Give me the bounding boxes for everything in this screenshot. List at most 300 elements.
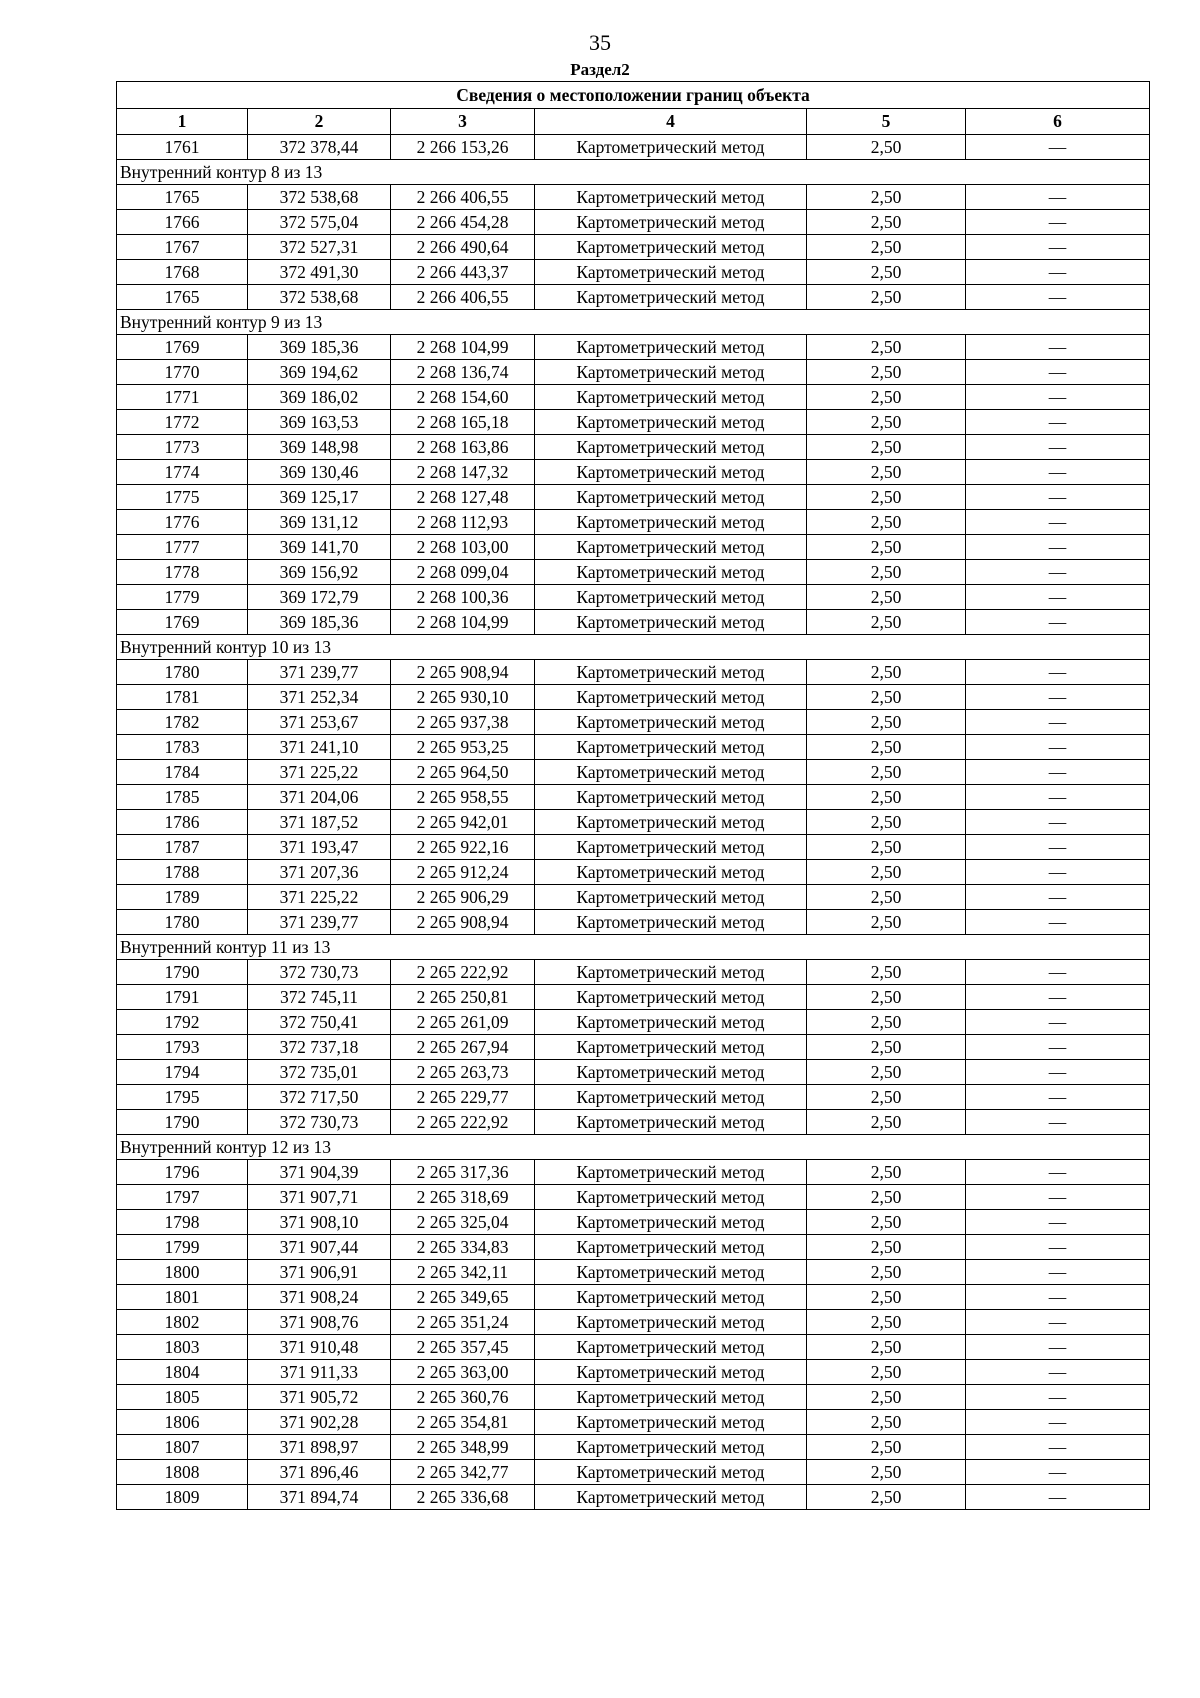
description: — xyxy=(966,1060,1150,1085)
accuracy: 2,50 xyxy=(807,810,966,835)
description: — xyxy=(966,535,1150,560)
table-row xyxy=(117,210,1150,235)
point-number: 1766 xyxy=(117,210,248,235)
accuracy: 2,50 xyxy=(807,185,966,210)
table-row xyxy=(117,560,1150,585)
description: — xyxy=(966,385,1150,410)
section-title: Раздел2 xyxy=(570,60,630,79)
accuracy: 2,50 xyxy=(807,710,966,735)
table-row xyxy=(117,1060,1150,1085)
x-coordinate: 371 187,52 xyxy=(248,810,391,835)
description: — xyxy=(966,1160,1150,1185)
description: — xyxy=(966,1235,1150,1260)
description: — xyxy=(966,1435,1150,1460)
accuracy: 2,50 xyxy=(807,1235,966,1260)
x-coordinate: 369 131,12 xyxy=(248,510,391,535)
description: — xyxy=(966,985,1150,1010)
y-coordinate: 2 268 165,18 xyxy=(391,410,535,435)
method: Картометрический метод xyxy=(535,435,807,460)
description: — xyxy=(966,835,1150,860)
point-number: 1800 xyxy=(117,1260,248,1285)
y-coordinate: 2 265 922,16 xyxy=(391,835,535,860)
description: — xyxy=(966,410,1150,435)
method: Картометрический метод xyxy=(535,1285,807,1310)
accuracy: 2,50 xyxy=(807,135,966,160)
accuracy: 2,50 xyxy=(807,1285,966,1310)
y-coordinate: 2 265 267,94 xyxy=(391,1035,535,1060)
table-row xyxy=(117,235,1150,260)
point-number: 1807 xyxy=(117,1435,248,1460)
column-header: 4 xyxy=(535,109,807,135)
accuracy: 2,50 xyxy=(807,1210,966,1235)
x-coordinate: 372 527,31 xyxy=(248,235,391,260)
table-row xyxy=(117,960,1150,985)
table-row xyxy=(117,610,1150,635)
accuracy: 2,50 xyxy=(807,1085,966,1110)
description: — xyxy=(966,1185,1150,1210)
table-row xyxy=(117,585,1150,610)
method: Картометрический метод xyxy=(535,1210,807,1235)
table-row xyxy=(117,1035,1150,1060)
table-row xyxy=(117,1335,1150,1360)
method: Картометрический метод xyxy=(535,210,807,235)
accuracy: 2,50 xyxy=(807,1485,966,1510)
method: Картометрический метод xyxy=(535,585,807,610)
table-row xyxy=(117,660,1150,685)
point-number: 1808 xyxy=(117,1460,248,1485)
description: — xyxy=(966,785,1150,810)
accuracy: 2,50 xyxy=(807,910,966,935)
y-coordinate: 2 266 490,64 xyxy=(391,235,535,260)
x-coordinate: 372 730,73 xyxy=(248,1110,391,1135)
point-number: 1791 xyxy=(117,985,248,1010)
y-coordinate: 2 265 942,01 xyxy=(391,810,535,835)
description: — xyxy=(966,460,1150,485)
point-number: 1780 xyxy=(117,660,248,685)
accuracy: 2,50 xyxy=(807,1360,966,1385)
y-coordinate: 2 265 953,25 xyxy=(391,735,535,760)
table-row xyxy=(117,785,1150,810)
description: — xyxy=(966,135,1150,160)
accuracy: 2,50 xyxy=(807,1035,966,1060)
point-number: 1801 xyxy=(117,1285,248,1310)
x-coordinate: 369 130,46 xyxy=(248,460,391,485)
x-coordinate: 371 911,33 xyxy=(248,1360,391,1385)
point-number: 1774 xyxy=(117,460,248,485)
table-row xyxy=(117,1485,1150,1510)
point-number: 1779 xyxy=(117,585,248,610)
y-coordinate: 2 266 153,26 xyxy=(391,135,535,160)
description: — xyxy=(966,1410,1150,1435)
method: Картометрический метод xyxy=(535,1260,807,1285)
point-number: 1769 xyxy=(117,610,248,635)
point-number: 1775 xyxy=(117,485,248,510)
table-row xyxy=(117,1185,1150,1210)
point-number: 1789 xyxy=(117,885,248,910)
description: — xyxy=(966,885,1150,910)
table-row xyxy=(117,685,1150,710)
point-number: 1792 xyxy=(117,1010,248,1035)
method: Картометрический метод xyxy=(535,510,807,535)
description: — xyxy=(966,1460,1150,1485)
x-coordinate: 369 194,62 xyxy=(248,360,391,385)
y-coordinate: 2 268 100,36 xyxy=(391,585,535,610)
table-row xyxy=(117,1110,1150,1135)
accuracy: 2,50 xyxy=(807,1060,966,1085)
x-coordinate: 371 902,28 xyxy=(248,1410,391,1435)
y-coordinate: 2 265 229,77 xyxy=(391,1085,535,1110)
point-number: 1806 xyxy=(117,1410,248,1435)
description: — xyxy=(966,660,1150,685)
accuracy: 2,50 xyxy=(807,435,966,460)
contour-row xyxy=(117,310,1150,335)
y-coordinate: 2 266 454,28 xyxy=(391,210,535,235)
description: — xyxy=(966,585,1150,610)
table-row xyxy=(117,410,1150,435)
table-row xyxy=(117,1260,1150,1285)
y-coordinate: 2 265 351,24 xyxy=(391,1310,535,1335)
description: — xyxy=(966,735,1150,760)
table-row xyxy=(117,1160,1150,1185)
column-header: 3 xyxy=(391,109,535,135)
point-number: 1765 xyxy=(117,185,248,210)
accuracy: 2,50 xyxy=(807,1110,966,1135)
method: Картометрический метод xyxy=(535,685,807,710)
table-row xyxy=(117,435,1150,460)
x-coordinate: 371 904,39 xyxy=(248,1160,391,1185)
table-row xyxy=(117,460,1150,485)
accuracy: 2,50 xyxy=(807,510,966,535)
accuracy: 2,50 xyxy=(807,485,966,510)
point-number: 1772 xyxy=(117,410,248,435)
accuracy: 2,50 xyxy=(807,385,966,410)
description: — xyxy=(966,1260,1150,1285)
method: Картометрический метод xyxy=(535,135,807,160)
method: Картометрический метод xyxy=(535,1460,807,1485)
description: — xyxy=(966,1485,1150,1510)
point-number: 1790 xyxy=(117,1110,248,1135)
description: — xyxy=(966,185,1150,210)
x-coordinate: 371 896,46 xyxy=(248,1460,391,1485)
x-coordinate: 371 907,44 xyxy=(248,1235,391,1260)
contour-row xyxy=(117,935,1150,960)
description: — xyxy=(966,560,1150,585)
x-coordinate: 371 898,97 xyxy=(248,1435,391,1460)
x-coordinate: 371 253,67 xyxy=(248,710,391,735)
accuracy: 2,50 xyxy=(807,960,966,985)
table-row xyxy=(117,1460,1150,1485)
accuracy: 2,50 xyxy=(807,860,966,885)
point-number: 1781 xyxy=(117,685,248,710)
table-row xyxy=(117,835,1150,860)
x-coordinate: 372 745,11 xyxy=(248,985,391,1010)
description: — xyxy=(966,285,1150,310)
table-row xyxy=(117,1410,1150,1435)
point-number: 1793 xyxy=(117,1035,248,1060)
method: Картометрический метод xyxy=(535,360,807,385)
point-number: 1790 xyxy=(117,960,248,985)
description: — xyxy=(966,810,1150,835)
accuracy: 2,50 xyxy=(807,660,966,685)
description: — xyxy=(966,910,1150,935)
point-number: 1799 xyxy=(117,1235,248,1260)
x-coordinate: 369 185,36 xyxy=(248,335,391,360)
column-header: 6 xyxy=(966,109,1150,135)
accuracy: 2,50 xyxy=(807,1435,966,1460)
x-coordinate: 371 241,10 xyxy=(248,735,391,760)
table-row xyxy=(117,135,1150,160)
method: Картометрический метод xyxy=(535,610,807,635)
method: Картометрический метод xyxy=(535,185,807,210)
y-coordinate: 2 265 912,24 xyxy=(391,860,535,885)
method: Картометрический метод xyxy=(535,485,807,510)
description: — xyxy=(966,685,1150,710)
method: Картометрический метод xyxy=(535,735,807,760)
method: Картометрический метод xyxy=(535,760,807,785)
description: — xyxy=(966,1285,1150,1310)
accuracy: 2,50 xyxy=(807,1260,966,1285)
x-coordinate: 371 908,24 xyxy=(248,1285,391,1310)
x-coordinate: 371 905,72 xyxy=(248,1385,391,1410)
table-row xyxy=(117,910,1150,935)
x-coordinate: 369 148,98 xyxy=(248,435,391,460)
y-coordinate: 2 265 334,83 xyxy=(391,1235,535,1260)
x-coordinate: 372 717,50 xyxy=(248,1085,391,1110)
table-row xyxy=(117,860,1150,885)
description: — xyxy=(966,210,1150,235)
method: Картометрический метод xyxy=(535,1160,807,1185)
x-coordinate: 369 186,02 xyxy=(248,385,391,410)
x-coordinate: 371 204,06 xyxy=(248,785,391,810)
method: Картометрический метод xyxy=(535,985,807,1010)
table-row xyxy=(117,535,1150,560)
y-coordinate: 2 265 336,68 xyxy=(391,1485,535,1510)
y-coordinate: 2 268 112,93 xyxy=(391,510,535,535)
y-coordinate: 2 268 127,48 xyxy=(391,485,535,510)
accuracy: 2,50 xyxy=(807,360,966,385)
x-coordinate: 372 730,73 xyxy=(248,960,391,985)
method: Картометрический метод xyxy=(535,410,807,435)
x-coordinate: 371 207,36 xyxy=(248,860,391,885)
description: — xyxy=(966,710,1150,735)
accuracy: 2,50 xyxy=(807,260,966,285)
y-coordinate: 2 268 104,99 xyxy=(391,335,535,360)
table-row xyxy=(117,1385,1150,1410)
table-row xyxy=(117,185,1150,210)
x-coordinate: 371 907,71 xyxy=(248,1185,391,1210)
accuracy: 2,50 xyxy=(807,285,966,310)
point-number: 1804 xyxy=(117,1360,248,1385)
accuracy: 2,50 xyxy=(807,460,966,485)
accuracy: 2,50 xyxy=(807,610,966,635)
y-coordinate: 2 268 099,04 xyxy=(391,560,535,585)
accuracy: 2,50 xyxy=(807,1010,966,1035)
y-coordinate: 2 265 360,76 xyxy=(391,1385,535,1410)
method: Картометрический метод xyxy=(535,860,807,885)
x-coordinate: 369 141,70 xyxy=(248,535,391,560)
accuracy: 2,50 xyxy=(807,210,966,235)
table-row xyxy=(117,885,1150,910)
accuracy: 2,50 xyxy=(807,1310,966,1335)
accuracy: 2,50 xyxy=(807,760,966,785)
accuracy: 2,50 xyxy=(807,785,966,810)
y-coordinate: 2 265 261,09 xyxy=(391,1010,535,1035)
x-coordinate: 372 575,04 xyxy=(248,210,391,235)
x-coordinate: 372 538,68 xyxy=(248,185,391,210)
y-coordinate: 2 265 263,73 xyxy=(391,1060,535,1085)
column-header: 5 xyxy=(807,109,966,135)
point-number: 1780 xyxy=(117,910,248,935)
description: — xyxy=(966,235,1150,260)
point-number: 1797 xyxy=(117,1185,248,1210)
method: Картометрический метод xyxy=(535,1360,807,1385)
y-coordinate: 2 265 250,81 xyxy=(391,985,535,1010)
point-number: 1761 xyxy=(117,135,248,160)
table-row xyxy=(117,360,1150,385)
accuracy: 2,50 xyxy=(807,1185,966,1210)
description: — xyxy=(966,510,1150,535)
y-coordinate: 2 265 908,94 xyxy=(391,910,535,935)
x-coordinate: 371 908,10 xyxy=(248,1210,391,1235)
x-coordinate: 371 910,48 xyxy=(248,1335,391,1360)
table-row xyxy=(117,1210,1150,1235)
table-row xyxy=(117,1360,1150,1385)
method: Картометрический метод xyxy=(535,1235,807,1260)
accuracy: 2,50 xyxy=(807,985,966,1010)
x-coordinate: 372 378,44 xyxy=(248,135,391,160)
table-row xyxy=(117,510,1150,535)
method: Картометрический метод xyxy=(535,1010,807,1035)
x-coordinate: 371 252,34 xyxy=(248,685,391,710)
method: Картометрический метод xyxy=(535,885,807,910)
x-coordinate: 371 906,91 xyxy=(248,1260,391,1285)
y-coordinate: 2 265 906,29 xyxy=(391,885,535,910)
accuracy: 2,50 xyxy=(807,1160,966,1185)
y-coordinate: 2 265 342,77 xyxy=(391,1460,535,1485)
x-coordinate: 369 185,36 xyxy=(248,610,391,635)
point-number: 1786 xyxy=(117,810,248,835)
description: — xyxy=(966,1210,1150,1235)
accuracy: 2,50 xyxy=(807,1410,966,1435)
point-number: 1778 xyxy=(117,560,248,585)
contour-label: Внутренний контур 8 из 13 xyxy=(117,160,1150,185)
method: Картометрический метод xyxy=(535,810,807,835)
point-number: 1802 xyxy=(117,1310,248,1335)
description: — xyxy=(966,1035,1150,1060)
table-title: Сведения о местоположении границ объекта xyxy=(117,82,1150,109)
boundary-coordinates-table xyxy=(116,81,1150,1510)
method: Картометрический метод xyxy=(535,235,807,260)
point-number: 1796 xyxy=(117,1160,248,1185)
y-coordinate: 2 265 930,10 xyxy=(391,685,535,710)
y-coordinate: 2 268 163,86 xyxy=(391,435,535,460)
point-number: 1803 xyxy=(117,1335,248,1360)
description: — xyxy=(966,1110,1150,1135)
method: Картометрический метод xyxy=(535,1485,807,1510)
table-row xyxy=(117,1310,1150,1335)
table-row xyxy=(117,735,1150,760)
accuracy: 2,50 xyxy=(807,1460,966,1485)
table-row xyxy=(117,1085,1150,1110)
y-coordinate: 2 265 222,92 xyxy=(391,960,535,985)
accuracy: 2,50 xyxy=(807,1335,966,1360)
y-coordinate: 2 265 354,81 xyxy=(391,1410,535,1435)
table-row xyxy=(117,1235,1150,1260)
description: — xyxy=(966,260,1150,285)
method: Картометрический метод xyxy=(535,1110,807,1135)
y-coordinate: 2 266 406,55 xyxy=(391,185,535,210)
point-number: 1788 xyxy=(117,860,248,885)
y-coordinate: 2 265 363,00 xyxy=(391,1360,535,1385)
method: Картометрический метод xyxy=(535,1410,807,1435)
x-coordinate: 371 225,22 xyxy=(248,760,391,785)
accuracy: 2,50 xyxy=(807,835,966,860)
description: — xyxy=(966,335,1150,360)
table-row xyxy=(117,485,1150,510)
point-number: 1809 xyxy=(117,1485,248,1510)
method: Картометрический метод xyxy=(535,785,807,810)
method: Картометрический метод xyxy=(535,960,807,985)
y-coordinate: 2 268 136,74 xyxy=(391,360,535,385)
table-row xyxy=(117,810,1150,835)
description: — xyxy=(966,1310,1150,1335)
contour-row xyxy=(117,635,1150,660)
accuracy: 2,50 xyxy=(807,885,966,910)
method: Картометрический метод xyxy=(535,560,807,585)
description: — xyxy=(966,760,1150,785)
method: Картометрический метод xyxy=(535,1085,807,1110)
accuracy: 2,50 xyxy=(807,1385,966,1410)
column-header-row xyxy=(117,109,1150,135)
point-number: 1784 xyxy=(117,760,248,785)
contour-label: Внутренний контур 10 из 13 xyxy=(117,635,1150,660)
accuracy: 2,50 xyxy=(807,235,966,260)
page-number: 35 xyxy=(589,30,611,55)
point-number: 1765 xyxy=(117,285,248,310)
method: Картометрический метод xyxy=(535,535,807,560)
accuracy: 2,50 xyxy=(807,685,966,710)
x-coordinate: 371 225,22 xyxy=(248,885,391,910)
y-coordinate: 2 268 147,32 xyxy=(391,460,535,485)
table-row xyxy=(117,1010,1150,1035)
method: Картометрический метод xyxy=(535,1035,807,1060)
table-row xyxy=(117,985,1150,1010)
contour-row xyxy=(117,160,1150,185)
method: Картометрический метод xyxy=(535,385,807,410)
method: Картометрический метод xyxy=(535,1385,807,1410)
point-number: 1798 xyxy=(117,1210,248,1235)
method: Картометрический метод xyxy=(535,660,807,685)
method: Картометрический метод xyxy=(535,835,807,860)
description: — xyxy=(966,1085,1150,1110)
x-coordinate: 372 750,41 xyxy=(248,1010,391,1035)
x-coordinate: 371 193,47 xyxy=(248,835,391,860)
x-coordinate: 372 735,01 xyxy=(248,1060,391,1085)
table-row xyxy=(117,285,1150,310)
point-number: 1777 xyxy=(117,535,248,560)
x-coordinate: 369 125,17 xyxy=(248,485,391,510)
table-row xyxy=(117,710,1150,735)
table-row xyxy=(117,1435,1150,1460)
y-coordinate: 2 266 443,37 xyxy=(391,260,535,285)
y-coordinate: 2 265 357,45 xyxy=(391,1335,535,1360)
point-number: 1795 xyxy=(117,1085,248,1110)
method: Картометрический метод xyxy=(535,260,807,285)
accuracy: 2,50 xyxy=(807,585,966,610)
y-coordinate: 2 265 349,65 xyxy=(391,1285,535,1310)
table-row xyxy=(117,385,1150,410)
y-coordinate: 2 268 104,99 xyxy=(391,610,535,635)
